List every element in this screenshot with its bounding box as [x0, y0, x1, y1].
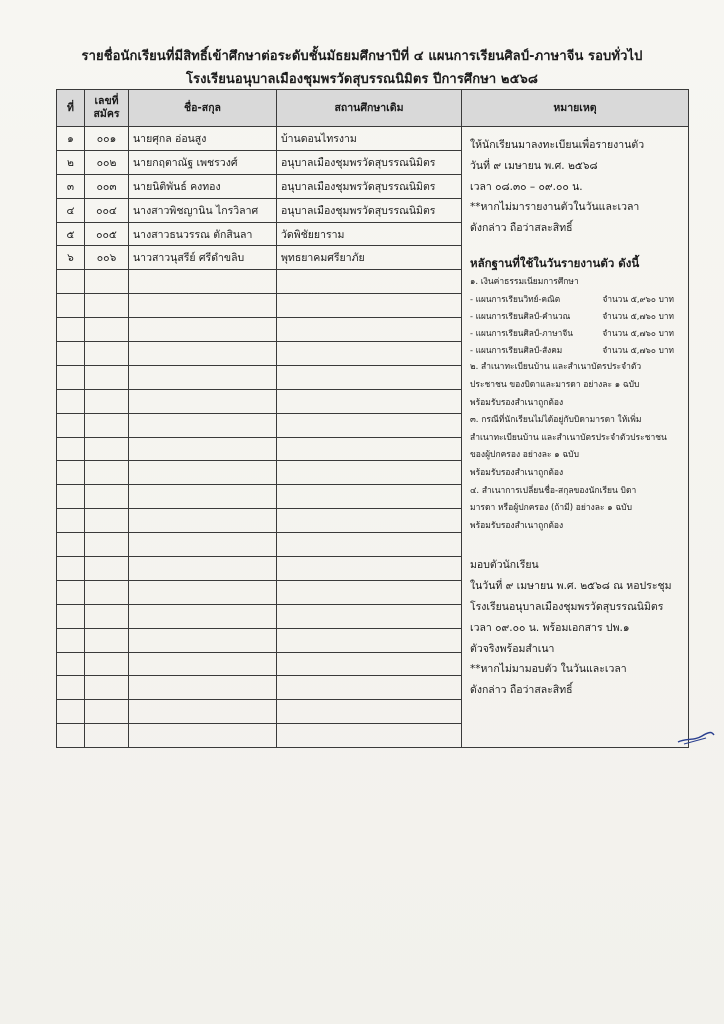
evidence-item-2a: ๒. สำเนาทะเบียนบ้าน และสำเนาบัตรประจำตัว: [470, 362, 642, 373]
empty-cell: [85, 485, 129, 509]
signature-mark: [676, 726, 716, 748]
handover-line-2: ในวันที่ ๙ เมษายน พ.ศ. ๒๕๖๘ ณ หอประชุม: [470, 580, 672, 593]
fee-program: - แผนการเรียนศิลป์-ภาษาจีน: [470, 328, 573, 339]
empty-cell: [129, 724, 277, 748]
empty-cell: [277, 509, 462, 533]
empty-cell: [57, 270, 85, 294]
report-line-3: เวลา ๐๘.๓๐ – ๐๙.๐๐ น.: [470, 180, 583, 193]
row-no: ๑: [57, 127, 85, 151]
empty-cell: [129, 580, 277, 604]
empty-cell: [129, 700, 277, 724]
empty-cell: [85, 604, 129, 628]
table-row: [57, 127, 689, 151]
fee-program: - แผนการเรียนศิลป์-คำนวณ: [470, 311, 571, 322]
header-no: ที่: [57, 90, 85, 127]
row-name: นายนิติพันธ์ คงทอง: [129, 174, 277, 198]
empty-cell: [277, 413, 462, 437]
document-title-line1: รายชื่อนักเรียนที่มีสิทธิ์เข้าศึกษาต่อระดับชั้นมัธยมศึกษาปีที่ ๔ แผนการเรียนศิลป์-ภาษาจีน รอบทั่วไป: [81, 49, 643, 64]
evidence-item-4c: พร้อมรับรองสำเนาถูกต้อง: [470, 520, 564, 531]
evidence-item-1: ๑. เงินค่าธรรมเนียมการศึกษา: [470, 276, 579, 287]
empty-cell: [277, 533, 462, 557]
empty-cell: [129, 294, 277, 318]
evidence-item-2b: ประชาชน ของบิดาและมารดา อย่างละ ๑ ฉบับ: [470, 379, 640, 390]
row-name: นายศุกล อ่อนสูง: [129, 127, 277, 151]
empty-cell: [277, 676, 462, 700]
empty-cell: [277, 365, 462, 389]
fee-row: [470, 308, 682, 325]
empty-cell: [57, 437, 85, 461]
header-note: หมายเหตุ: [462, 90, 689, 127]
empty-cell: [85, 342, 129, 366]
fee-amount: จำนวน ๕,๗๖๐ บาท: [602, 328, 674, 339]
empty-cell: [277, 270, 462, 294]
handover-line-6: **หากไม่มามอบตัว ในวันและเวลา: [470, 663, 627, 676]
empty-cell: [57, 676, 85, 700]
empty-cell: [85, 580, 129, 604]
row-school: บ้านดอนไทรงาม: [277, 127, 462, 151]
empty-cell: [85, 365, 129, 389]
row-school: พุทธยาคมศรียาภัย: [277, 246, 462, 270]
empty-cell: [57, 413, 85, 437]
empty-cell: [57, 628, 85, 652]
row-app-no: ๐๐๒: [85, 150, 129, 174]
empty-cell: [57, 509, 85, 533]
empty-cell: [277, 652, 462, 676]
empty-cell: [277, 557, 462, 581]
fee-program: - แผนการเรียนวิทย์-คณิต: [470, 294, 561, 305]
empty-cell: [85, 533, 129, 557]
empty-cell: [277, 628, 462, 652]
empty-cell: [85, 294, 129, 318]
empty-cell: [85, 628, 129, 652]
empty-cell: [57, 652, 85, 676]
row-no: ๖: [57, 246, 85, 270]
empty-cell: [129, 318, 277, 342]
report-line-4: **หากไม่มารายงานตัวในวันและเวลา: [470, 201, 640, 214]
empty-cell: [57, 461, 85, 485]
empty-cell: [85, 413, 129, 437]
report-line-2: วันที่ ๙ เมษายน พ.ศ. ๒๕๖๘: [470, 159, 598, 172]
empty-cell: [129, 437, 277, 461]
empty-cell: [129, 485, 277, 509]
empty-cell: [57, 604, 85, 628]
report-line-1: ให้นักเรียนมาลงทะเบียนเพื่อรายงานตัว: [470, 139, 645, 151]
empty-cell: [57, 294, 85, 318]
empty-cell: [277, 437, 462, 461]
handover-line-5: ตัวจริงพร้อมสำเนา: [470, 642, 555, 655]
header-app-no: เลขที่ สมัคร: [85, 90, 129, 127]
handover-line-4: เวลา ๐๙.๐๐ น. พร้อมเอกสาร ปพ.๑: [470, 621, 630, 634]
document-title-line2: โรงเรียนอนุบาลเมืองชุมพรวัดสุบรรณนิมิตร ปีการศึกษา ๒๕๖๘: [185, 72, 539, 87]
row-school: วัดพิชัยยาราม: [277, 222, 462, 246]
evidence-item-4b: มารดา หรือผู้ปกครอง (ถ้ามี) อย่างละ ๑ ฉบับ: [470, 503, 632, 514]
row-app-no: ๐๐๕: [85, 222, 129, 246]
empty-cell: [57, 724, 85, 748]
row-name: นางสาวธนวรรณ ตักสินลา: [129, 222, 277, 246]
evidence-item-3a: ๓. กรณีที่นักเรียนไม่ได้อยู่กับบิดามารดา ให้เพิ่ม: [470, 415, 642, 426]
empty-cell: [277, 724, 462, 748]
empty-cell: [129, 557, 277, 581]
empty-cell: [277, 342, 462, 366]
fee-amount: จำนวน ๕,๗๖๐ บาท: [602, 311, 674, 322]
empty-cell: [129, 342, 277, 366]
fee-amount: จำนวน ๕,๙๖๐ บาท: [602, 294, 674, 305]
row-school: อนุบาลเมืองชุมพรวัดสุบรรณนิมิตร: [277, 198, 462, 222]
evidence-item-4a: ๔. สำเนาการเปลี่ยนชื่อ-สกุลของนักเรียน บิดา: [470, 485, 637, 496]
report-line-5: ดังกล่าว ถือว่าสละสิทธิ์: [470, 222, 573, 235]
empty-cell: [85, 700, 129, 724]
empty-cell: [277, 604, 462, 628]
fee-amount: จำนวน ๕,๗๖๐ บาท: [602, 345, 674, 356]
empty-cell: [85, 270, 129, 294]
row-name: นางสาวพิชญานิน ไกรวิลาศ: [129, 198, 277, 222]
handover-line-3: โรงเรียนอนุบาลเมืองชุมพรวัดสุบรรณนิมิตร: [470, 600, 664, 613]
empty-cell: [129, 604, 277, 628]
empty-cell: [85, 437, 129, 461]
handover-line-7: ดังกล่าว ถือว่าสละสิทธิ์: [470, 684, 573, 697]
empty-cell: [85, 509, 129, 533]
student-list-table: [56, 89, 689, 748]
empty-cell: [85, 724, 129, 748]
empty-cell: [129, 628, 277, 652]
row-app-no: ๐๐๔: [85, 198, 129, 222]
evidence-item-3d: พร้อมรับรองสำเนาถูกต้อง: [470, 467, 564, 478]
evidence-item-3c: ของผู้ปกครอง อย่างละ ๑ ฉบับ: [470, 450, 579, 461]
row-school: อนุบาลเมืองชุมพรวัดสุบรรณนิมิตร: [277, 150, 462, 174]
empty-cell: [277, 700, 462, 724]
empty-cell: [85, 389, 129, 413]
row-name: นาวสาวนุสรีย์ ศรีดำขลิบ: [129, 246, 277, 270]
empty-cell: [277, 461, 462, 485]
empty-cell: [85, 557, 129, 581]
empty-cell: [57, 365, 85, 389]
empty-cell: [85, 676, 129, 700]
row-no: ๒: [57, 150, 85, 174]
fee-row: [470, 325, 682, 342]
empty-cell: [57, 580, 85, 604]
row-no: ๓: [57, 174, 85, 198]
fee-row: [470, 342, 682, 359]
empty-cell: [57, 342, 85, 366]
empty-cell: [57, 700, 85, 724]
empty-cell: [85, 461, 129, 485]
row-app-no: ๐๐๖: [85, 246, 129, 270]
empty-cell: [129, 270, 277, 294]
empty-cell: [129, 509, 277, 533]
empty-cell: [277, 485, 462, 509]
empty-cell: [129, 365, 277, 389]
header-name: ชื่อ-สกุล: [129, 90, 277, 127]
handover-line-1: มอบตัวนักเรียน: [470, 559, 539, 572]
empty-cell: [85, 318, 129, 342]
empty-cell: [129, 389, 277, 413]
row-no: ๕: [57, 222, 85, 246]
row-no: ๔: [57, 198, 85, 222]
empty-cell: [277, 318, 462, 342]
evidence-item-3b: สำเนาทะเบียนบ้าน และสำเนาบัตรประจำตัวประชาชน: [470, 432, 667, 443]
empty-cell: [85, 652, 129, 676]
empty-cell: [277, 580, 462, 604]
fee-row: [470, 291, 682, 308]
table-header-row: [57, 90, 689, 127]
empty-cell: [129, 652, 277, 676]
row-school: อนุบาลเมืองชุมพรวัดสุบรรณนิมิตร: [277, 174, 462, 198]
row-app-no: ๐๐๓: [85, 174, 129, 198]
empty-cell: [129, 533, 277, 557]
empty-cell: [129, 676, 277, 700]
notes-cell: [462, 127, 689, 748]
row-name: นายกฤตาณัฐ เพชรวงศ์: [129, 150, 277, 174]
empty-cell: [129, 413, 277, 437]
empty-cell: [57, 318, 85, 342]
empty-cell: [277, 389, 462, 413]
empty-cell: [57, 485, 85, 509]
empty-cell: [129, 461, 277, 485]
empty-cell: [277, 294, 462, 318]
row-app-no: ๐๐๑: [85, 127, 129, 151]
evidence-heading: หลักฐานที่ใช้ในวันรายงานตัว ดังนี้: [470, 255, 640, 270]
header-school: สถานศึกษาเดิม: [277, 90, 462, 127]
empty-cell: [57, 389, 85, 413]
empty-cell: [57, 533, 85, 557]
empty-cell: [57, 557, 85, 581]
evidence-item-2c: พร้อมรับรองสำเนาถูกต้อง: [470, 397, 564, 408]
fee-program: - แผนการเรียนศิลป์-สังคม: [470, 345, 563, 356]
